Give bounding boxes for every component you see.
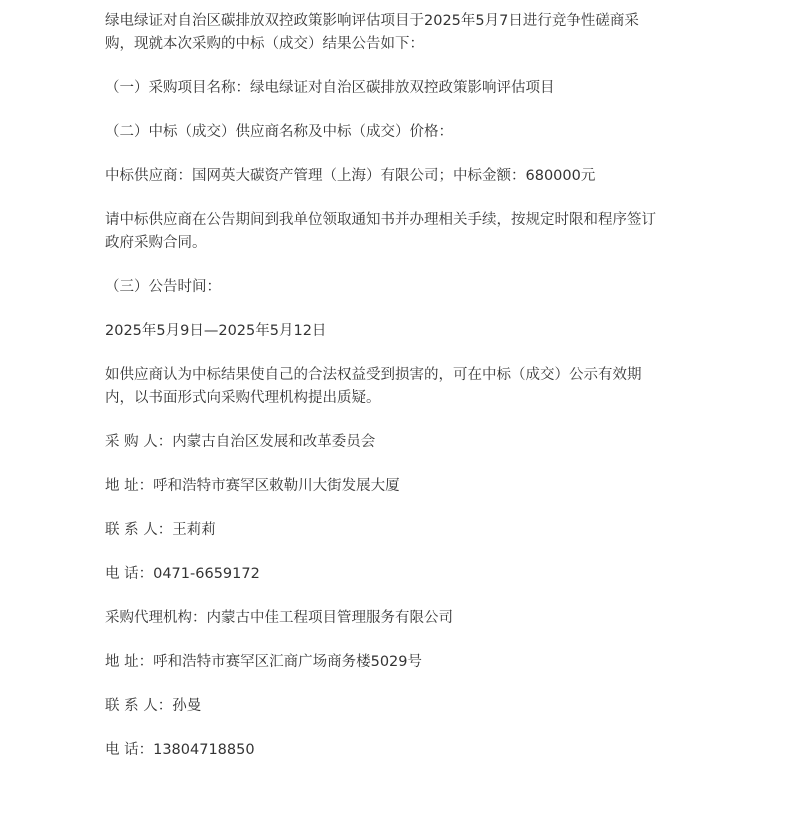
objection-notice — [105, 364, 725, 410]
text-line: 中标供应商：国网英大碳资产管理（上海）有限公司；中标金额：680000元 — [105, 168, 596, 184]
purchaser-address — [105, 475, 725, 498]
text-line: 绿电绿证对自治区碳排放双控政策影响评估项目于2025年5月7日进行竞争性磋商采 — [105, 13, 639, 29]
contract-instruction — [105, 209, 725, 255]
announcement-period-heading — [105, 276, 725, 299]
text-line: 2025年5月9日—2025年5月12日 — [105, 323, 327, 339]
text-line: 联 系 人：孙曼 — [105, 698, 202, 714]
agency-phone — [105, 739, 725, 762]
text-line: 地 址：呼和浩特市赛罕区汇商广场商务楼5029号 — [105, 654, 423, 670]
purchaser-phone — [105, 563, 725, 586]
text-line: 电 话：0471-6659172 — [105, 566, 260, 582]
text-line: 电 话：13804718850 — [105, 742, 255, 758]
text-line: 购，现就本次采购的中标（成交）结果公告如下： — [105, 36, 424, 52]
text-line: 请中标供应商在公告期间到我单位领取通知书并办理相关手续，按规定时限和程序签订 — [105, 212, 656, 228]
text-line: 地 址：呼和浩特市赛罕区敕勒川大街发展大厦 — [105, 478, 400, 494]
text-line: 联 系 人：王莉莉 — [105, 522, 216, 538]
text-line: 如供应商认为中标结果使自己的合法权益受到损害的，可在中标（成交）公示有效期 — [105, 367, 642, 383]
project-name — [105, 77, 725, 100]
announcement-document — [105, 10, 725, 783]
text-line: 政府采购合同。 — [105, 235, 207, 251]
text-line: （一）采购项目名称：绿电绿证对自治区碳排放双控政策影响评估项目 — [105, 80, 555, 96]
agency — [105, 607, 725, 630]
text-line: （三）公告时间： — [105, 279, 221, 295]
winning-supplier — [105, 165, 725, 188]
intro-paragraph — [105, 10, 725, 56]
purchaser — [105, 431, 725, 454]
text-line: 采 购 人：内蒙古自治区发展和改革委员会 — [105, 434, 376, 450]
text-line: 内，以书面形式向采购代理机构提出质疑。 — [105, 390, 381, 406]
text-line: （二）中标（成交）供应商名称及中标（成交）价格： — [105, 124, 453, 140]
announcement-period — [105, 320, 725, 343]
purchaser-contact — [105, 519, 725, 542]
agency-contact — [105, 695, 725, 718]
text-line: 采购代理机构：内蒙古中佳工程项目管理服务有限公司 — [105, 610, 453, 626]
supplier-heading — [105, 121, 725, 144]
agency-address — [105, 651, 725, 674]
